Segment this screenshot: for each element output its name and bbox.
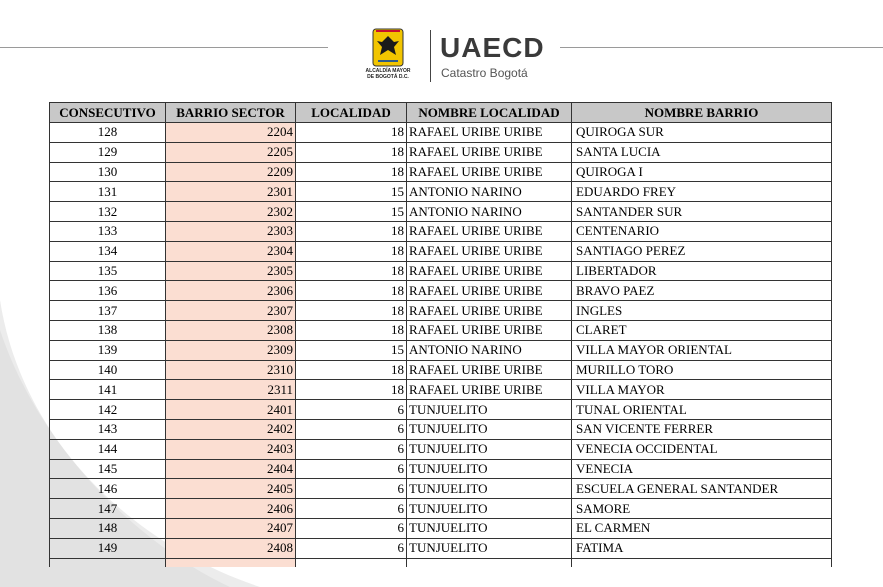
- cell-nombre-localidad: RAFAEL URIBE URIBE: [407, 360, 572, 380]
- cell-localidad: 18: [296, 142, 407, 162]
- cell-localidad: 18: [296, 360, 407, 380]
- table-row: [50, 261, 832, 281]
- cell-barrio-sector: 2309: [166, 340, 296, 360]
- cell-localidad-empty: [296, 558, 407, 567]
- cell-nombre-localidad: TUNJUELITO: [407, 439, 572, 459]
- table-row: [50, 281, 832, 301]
- table-row: [50, 400, 832, 420]
- cell-consecutivo: 135: [50, 261, 166, 281]
- table-row: [50, 499, 832, 519]
- crest-caption: [354, 68, 422, 80]
- table-row: [50, 182, 832, 202]
- cell-nombre-localidad: RAFAEL URIBE URIBE: [407, 162, 572, 182]
- cell-consecutivo: 136: [50, 281, 166, 301]
- cell-consecutivo: 140: [50, 360, 166, 380]
- header-rule-right: [560, 47, 883, 48]
- cell-nombre-barrio: QUIROGA SUR: [572, 123, 832, 143]
- cell-barrio-sector: 2308: [166, 320, 296, 340]
- table-row: [50, 320, 832, 340]
- cell-localidad: 18: [296, 241, 407, 261]
- brand-subtitle: Catastro Bogotá: [441, 66, 528, 80]
- cell-barrio-sector: 2404: [166, 459, 296, 479]
- table-row: [50, 479, 832, 499]
- cell-localidad: 6: [296, 419, 407, 439]
- cell-nombre-localidad: RAFAEL URIBE URIBE: [407, 320, 572, 340]
- cell-localidad: 18: [296, 221, 407, 241]
- cell-nombre-barrio: ESCUELA GENERAL SANTANDER: [572, 479, 832, 499]
- cell-nombre-barrio: QUIROGA I: [572, 162, 832, 182]
- cell-localidad: 6: [296, 400, 407, 420]
- cell-nombre-localidad: RAFAEL URIBE URIBE: [407, 241, 572, 261]
- table-header-row: [50, 103, 832, 123]
- cell-nombre-barrio: CENTENARIO: [572, 221, 832, 241]
- crest-caption-line2: DE BOGOTÁ D.C.: [367, 74, 409, 80]
- cell-nombre-barrio: MURILLO TORO: [572, 360, 832, 380]
- cell-consecutivo-empty: [50, 558, 166, 567]
- cell-consecutivo: 137: [50, 301, 166, 321]
- cell-localidad: 15: [296, 182, 407, 202]
- cell-barrio-sector: 2209: [166, 162, 296, 182]
- cell-consecutivo: 138: [50, 320, 166, 340]
- cell-barrio-sector: 2311: [166, 380, 296, 400]
- cell-nombre-barrio: FATIMA: [572, 538, 832, 558]
- cell-barrio-sector: 2401: [166, 400, 296, 420]
- cell-localidad: 18: [296, 123, 407, 143]
- cell-barrio-sector: 2402: [166, 419, 296, 439]
- cell-barrio-sector: 2407: [166, 518, 296, 538]
- cell-consecutivo: 143: [50, 419, 166, 439]
- cell-barrio-sector: 2303: [166, 221, 296, 241]
- cell-consecutivo: 148: [50, 518, 166, 538]
- cell-localidad: 6: [296, 499, 407, 519]
- table-row: [50, 538, 832, 558]
- col-header-consecutivo: CONSECUTIVO: [50, 103, 166, 123]
- cell-localidad: 18: [296, 380, 407, 400]
- table-row: [50, 202, 832, 222]
- cell-consecutivo: 128: [50, 123, 166, 143]
- logo-divider: [430, 30, 431, 82]
- cell-nombre-barrio: CLARET: [572, 320, 832, 340]
- cell-barrio-sector: 2305: [166, 261, 296, 281]
- cell-consecutivo: 141: [50, 380, 166, 400]
- cell-consecutivo: 144: [50, 439, 166, 459]
- cell-barrio-sector: 2304: [166, 241, 296, 261]
- cell-barrio-sector: 2307: [166, 301, 296, 321]
- cell-nombre-barrio: SANTIAGO PEREZ: [572, 241, 832, 261]
- cell-nombre-barrio: SANTA LUCIA: [572, 142, 832, 162]
- cell-localidad: 18: [296, 301, 407, 321]
- table-row: [50, 419, 832, 439]
- cell-nombre-barrio: EL CARMEN: [572, 518, 832, 538]
- header-logo: [360, 28, 545, 86]
- cell-nombre-barrio: VILLA MAYOR: [572, 380, 832, 400]
- cell-consecutivo: 134: [50, 241, 166, 261]
- table-row: [50, 162, 832, 182]
- cell-localidad: 15: [296, 340, 407, 360]
- cell-consecutivo: 142: [50, 400, 166, 420]
- cell-nombre-localidad: TUNJUELITO: [407, 459, 572, 479]
- table-row: [50, 241, 832, 261]
- cell-nombre-localidad: RAFAEL URIBE URIBE: [407, 301, 572, 321]
- table-row: [50, 439, 832, 459]
- cell-localidad: 6: [296, 518, 407, 538]
- cell-nombre-localidad: TUNJUELITO: [407, 400, 572, 420]
- cell-nombre-barrio: EDUARDO FREY: [572, 182, 832, 202]
- cell-barrio-sector: 2403: [166, 439, 296, 459]
- cell-nombre-localidad: TUNJUELITO: [407, 479, 572, 499]
- header-rule-left: [0, 47, 328, 48]
- table-row: [50, 380, 832, 400]
- cell-barrio-sector: 2405: [166, 479, 296, 499]
- cell-nombre-localidad: RAFAEL URIBE URIBE: [407, 221, 572, 241]
- cell-consecutivo: 145: [50, 459, 166, 479]
- cell-barrio-sector: 2310: [166, 360, 296, 380]
- cell-consecutivo: 130: [50, 162, 166, 182]
- cell-nombre-barrio: SANTANDER SUR: [572, 202, 832, 222]
- cell-nombre-localidad: ANTONIO NARINO: [407, 182, 572, 202]
- cell-nombre-localidad-empty: [407, 558, 572, 567]
- table-row: [50, 142, 832, 162]
- table-body: [50, 123, 832, 567]
- cell-barrio-sector-empty: [166, 558, 296, 567]
- cell-nombre-localidad: RAFAEL URIBE URIBE: [407, 123, 572, 143]
- cell-barrio-sector: 2204: [166, 123, 296, 143]
- barrios-table: [49, 102, 832, 567]
- cell-nombre-localidad: TUNJUELITO: [407, 419, 572, 439]
- table-row-cut-off: [50, 558, 832, 567]
- cell-barrio-sector: 2408: [166, 538, 296, 558]
- cell-nombre-barrio: LIBERTADOR: [572, 261, 832, 281]
- cell-localidad: 6: [296, 479, 407, 499]
- cell-consecutivo: 133: [50, 221, 166, 241]
- cell-consecutivo: 129: [50, 142, 166, 162]
- cell-nombre-barrio: SAN VICENTE FERRER: [572, 419, 832, 439]
- col-header-nombre-localidad: NOMBRE LOCALIDAD: [407, 103, 572, 123]
- brand-name: UAECD: [440, 32, 545, 63]
- cell-nombre-barrio-empty: [572, 558, 832, 567]
- cell-nombre-localidad: TUNJUELITO: [407, 538, 572, 558]
- cell-nombre-barrio: VILLA MAYOR ORIENTAL: [572, 340, 832, 360]
- cell-nombre-barrio: SAMORE: [572, 499, 832, 519]
- cell-nombre-localidad: ANTONIO NARINO: [407, 202, 572, 222]
- cell-consecutivo: 146: [50, 479, 166, 499]
- bogota-crest-icon: [360, 28, 416, 70]
- col-header-localidad: LOCALIDAD: [296, 103, 407, 123]
- cell-nombre-localidad: TUNJUELITO: [407, 518, 572, 538]
- table-row: [50, 221, 832, 241]
- cell-barrio-sector: 2406: [166, 499, 296, 519]
- table-row: [50, 123, 832, 143]
- cell-barrio-sector: 2302: [166, 202, 296, 222]
- cell-consecutivo: 139: [50, 340, 166, 360]
- cell-nombre-barrio: BRAVO PAEZ: [572, 281, 832, 301]
- cell-nombre-barrio: VENECIA OCCIDENTAL: [572, 439, 832, 459]
- cell-nombre-localidad: RAFAEL URIBE URIBE: [407, 142, 572, 162]
- cell-nombre-localidad: TUNJUELITO: [407, 499, 572, 519]
- table-row: [50, 518, 832, 538]
- cell-nombre-localidad: ANTONIO NARINO: [407, 340, 572, 360]
- cell-localidad: 6: [296, 459, 407, 479]
- cell-consecutivo: 149: [50, 538, 166, 558]
- cell-localidad: 18: [296, 261, 407, 281]
- cell-nombre-localidad: RAFAEL URIBE URIBE: [407, 380, 572, 400]
- cell-localidad: 6: [296, 538, 407, 558]
- cell-nombre-localidad: RAFAEL URIBE URIBE: [407, 281, 572, 301]
- col-header-barrio-sector: BARRIO SECTOR: [166, 103, 296, 123]
- table-row: [50, 459, 832, 479]
- cell-consecutivo: 131: [50, 182, 166, 202]
- crest-caption-line1: ALCALDÍA MAYOR: [365, 68, 411, 74]
- cell-nombre-barrio: VENECIA: [572, 459, 832, 479]
- cell-localidad: 18: [296, 320, 407, 340]
- cell-barrio-sector: 2301: [166, 182, 296, 202]
- cell-barrio-sector: 2205: [166, 142, 296, 162]
- cell-nombre-barrio: INGLES: [572, 301, 832, 321]
- cell-consecutivo: 132: [50, 202, 166, 222]
- cell-localidad: 18: [296, 281, 407, 301]
- cell-nombre-localidad: RAFAEL URIBE URIBE: [407, 261, 572, 281]
- table-row: [50, 301, 832, 321]
- table-row: [50, 360, 832, 380]
- cell-localidad: 18: [296, 162, 407, 182]
- col-header-nombre-barrio: NOMBRE BARRIO: [572, 103, 832, 123]
- cell-nombre-barrio: TUNAL ORIENTAL: [572, 400, 832, 420]
- cell-localidad: 15: [296, 202, 407, 222]
- table-row: [50, 340, 832, 360]
- cell-localidad: 6: [296, 439, 407, 459]
- cell-barrio-sector: 2306: [166, 281, 296, 301]
- cell-consecutivo: 147: [50, 499, 166, 519]
